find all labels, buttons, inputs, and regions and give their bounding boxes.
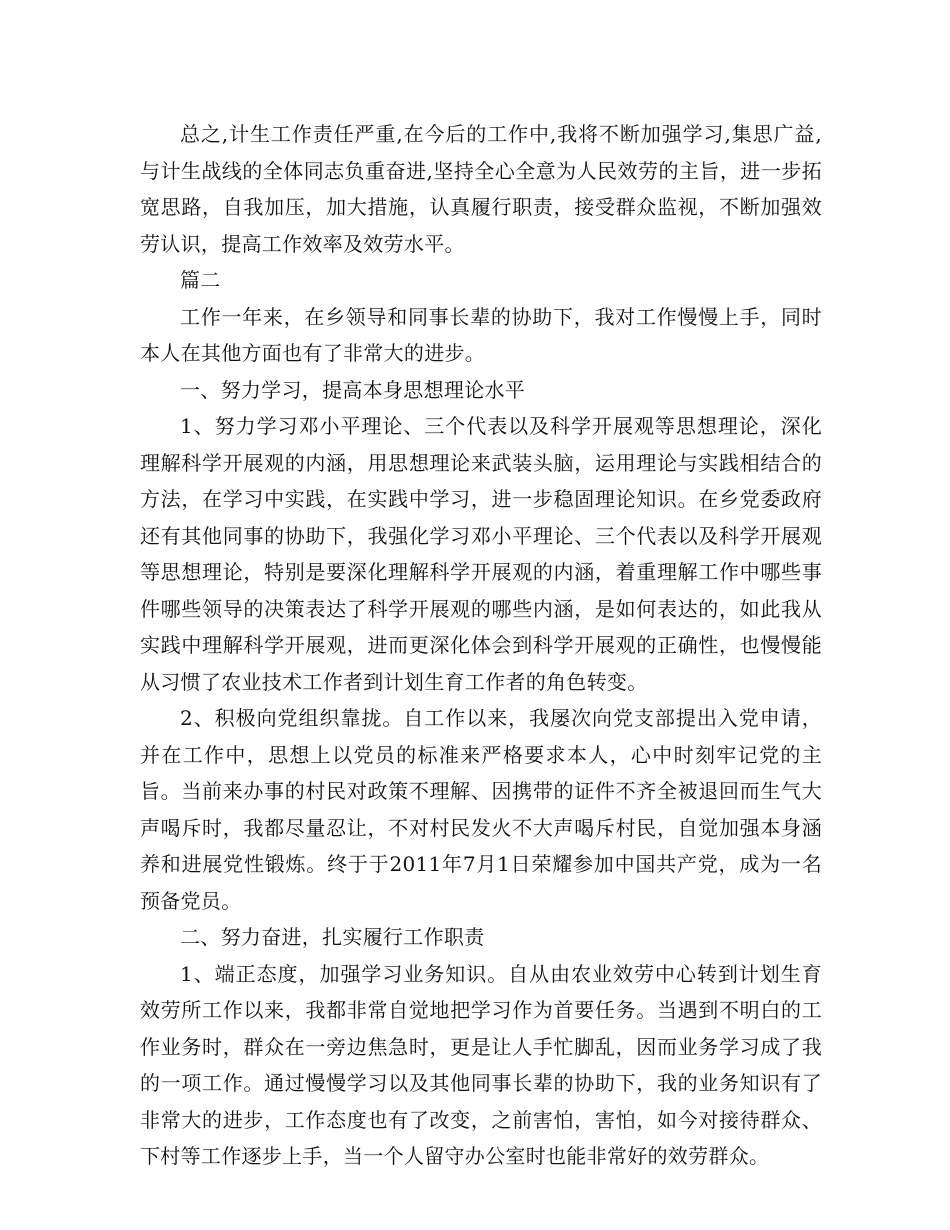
heading-study-theory: 一、努力学习，提高本身思想理论水平 xyxy=(180,377,526,402)
paragraph-intro: 工作一年来，在乡领导和同事长辈的协助下，我对工作慢慢上手，同时本人在其他方面也有了非常大的进步。 xyxy=(140,304,822,365)
heading-work-duties: 二、努力奋进，扎实履行工作职责 xyxy=(180,925,485,949)
section-title-part-two: 篇二 xyxy=(180,268,221,292)
paragraph-conclusion: 总之,计生工作责任严重,在今后的工作中,我将不断加强学习,集思广益,与计生战线的全体同志负重奋进,坚持全心全意为人民效劳的主旨，进一步拓宽思路，自我加压，加大措施，认真履行职责，接受群众监视，不断加强效劳认识，提高工作效率及效劳水平。 xyxy=(140,122,822,256)
document-body xyxy=(140,116,822,1175)
paragraph-study-theory-1: 1、努力学习邓小平理论、三个代表以及科学开展观等思想理论，深化理解科学开展观的内涵，用思想理论来武装头脑，运用理论与实践相结合的方法，在学习中实践，在实践中学习，进一步稳固理论知识。在乡党委政府还有其他同事的协助下，我强化学习邓小平理论、三个代表以及科学开展观等思想理论，特别是要深化理解科学开展观的内涵，着重理解工作中哪些事件哪些领导的决策表达了科学开展观的哪些内涵，是如何表达的，如此我从实践中理解科学开展观，进而更深化体会到科学开展观的正确性，也慢慢能从习惯了农业技术工作者到计划生育工作者的角色转变。 xyxy=(140,414,822,694)
paragraph-business-knowledge: 1、端正态度，加强学习业务知识。自从由农业效劳中心转到计划生育效劳所工作以来，我都非常自觉地把学习作为首要任务。当遇到不明白的工作业务时，群众在一旁边焦急时，更是让人手忙脚乱，因而业务学习成了我的一项工作。通过慢慢学习以及其他同事长辈的协助下，我的业务知识有了非常大的进步，工作态度也有了改变，之前害怕，害怕，如今对接待群众、下村等工作逐步上手，当一个人留守办公室时也能非常好的效劳群众。 xyxy=(140,961,822,1168)
paragraph-party-membership: 2、积极向党组织靠拢。自工作以来，我屡次向党支部提出入党申请，并在工作中，思想上以党员的标准来严格要求本人，心中时刻牢记党的主旨。当前来办事的村民对政策不理解、因携带的证件不齐全被退回而生气大声喝斥时，我都尽量忍让，不对村民发火不大声喝斥村民，自觉加强本身涵养和进展党性锻炼。终于于2011年7月1日荣耀参加中国共产党，成为一名预备党员。 xyxy=(140,706,822,913)
